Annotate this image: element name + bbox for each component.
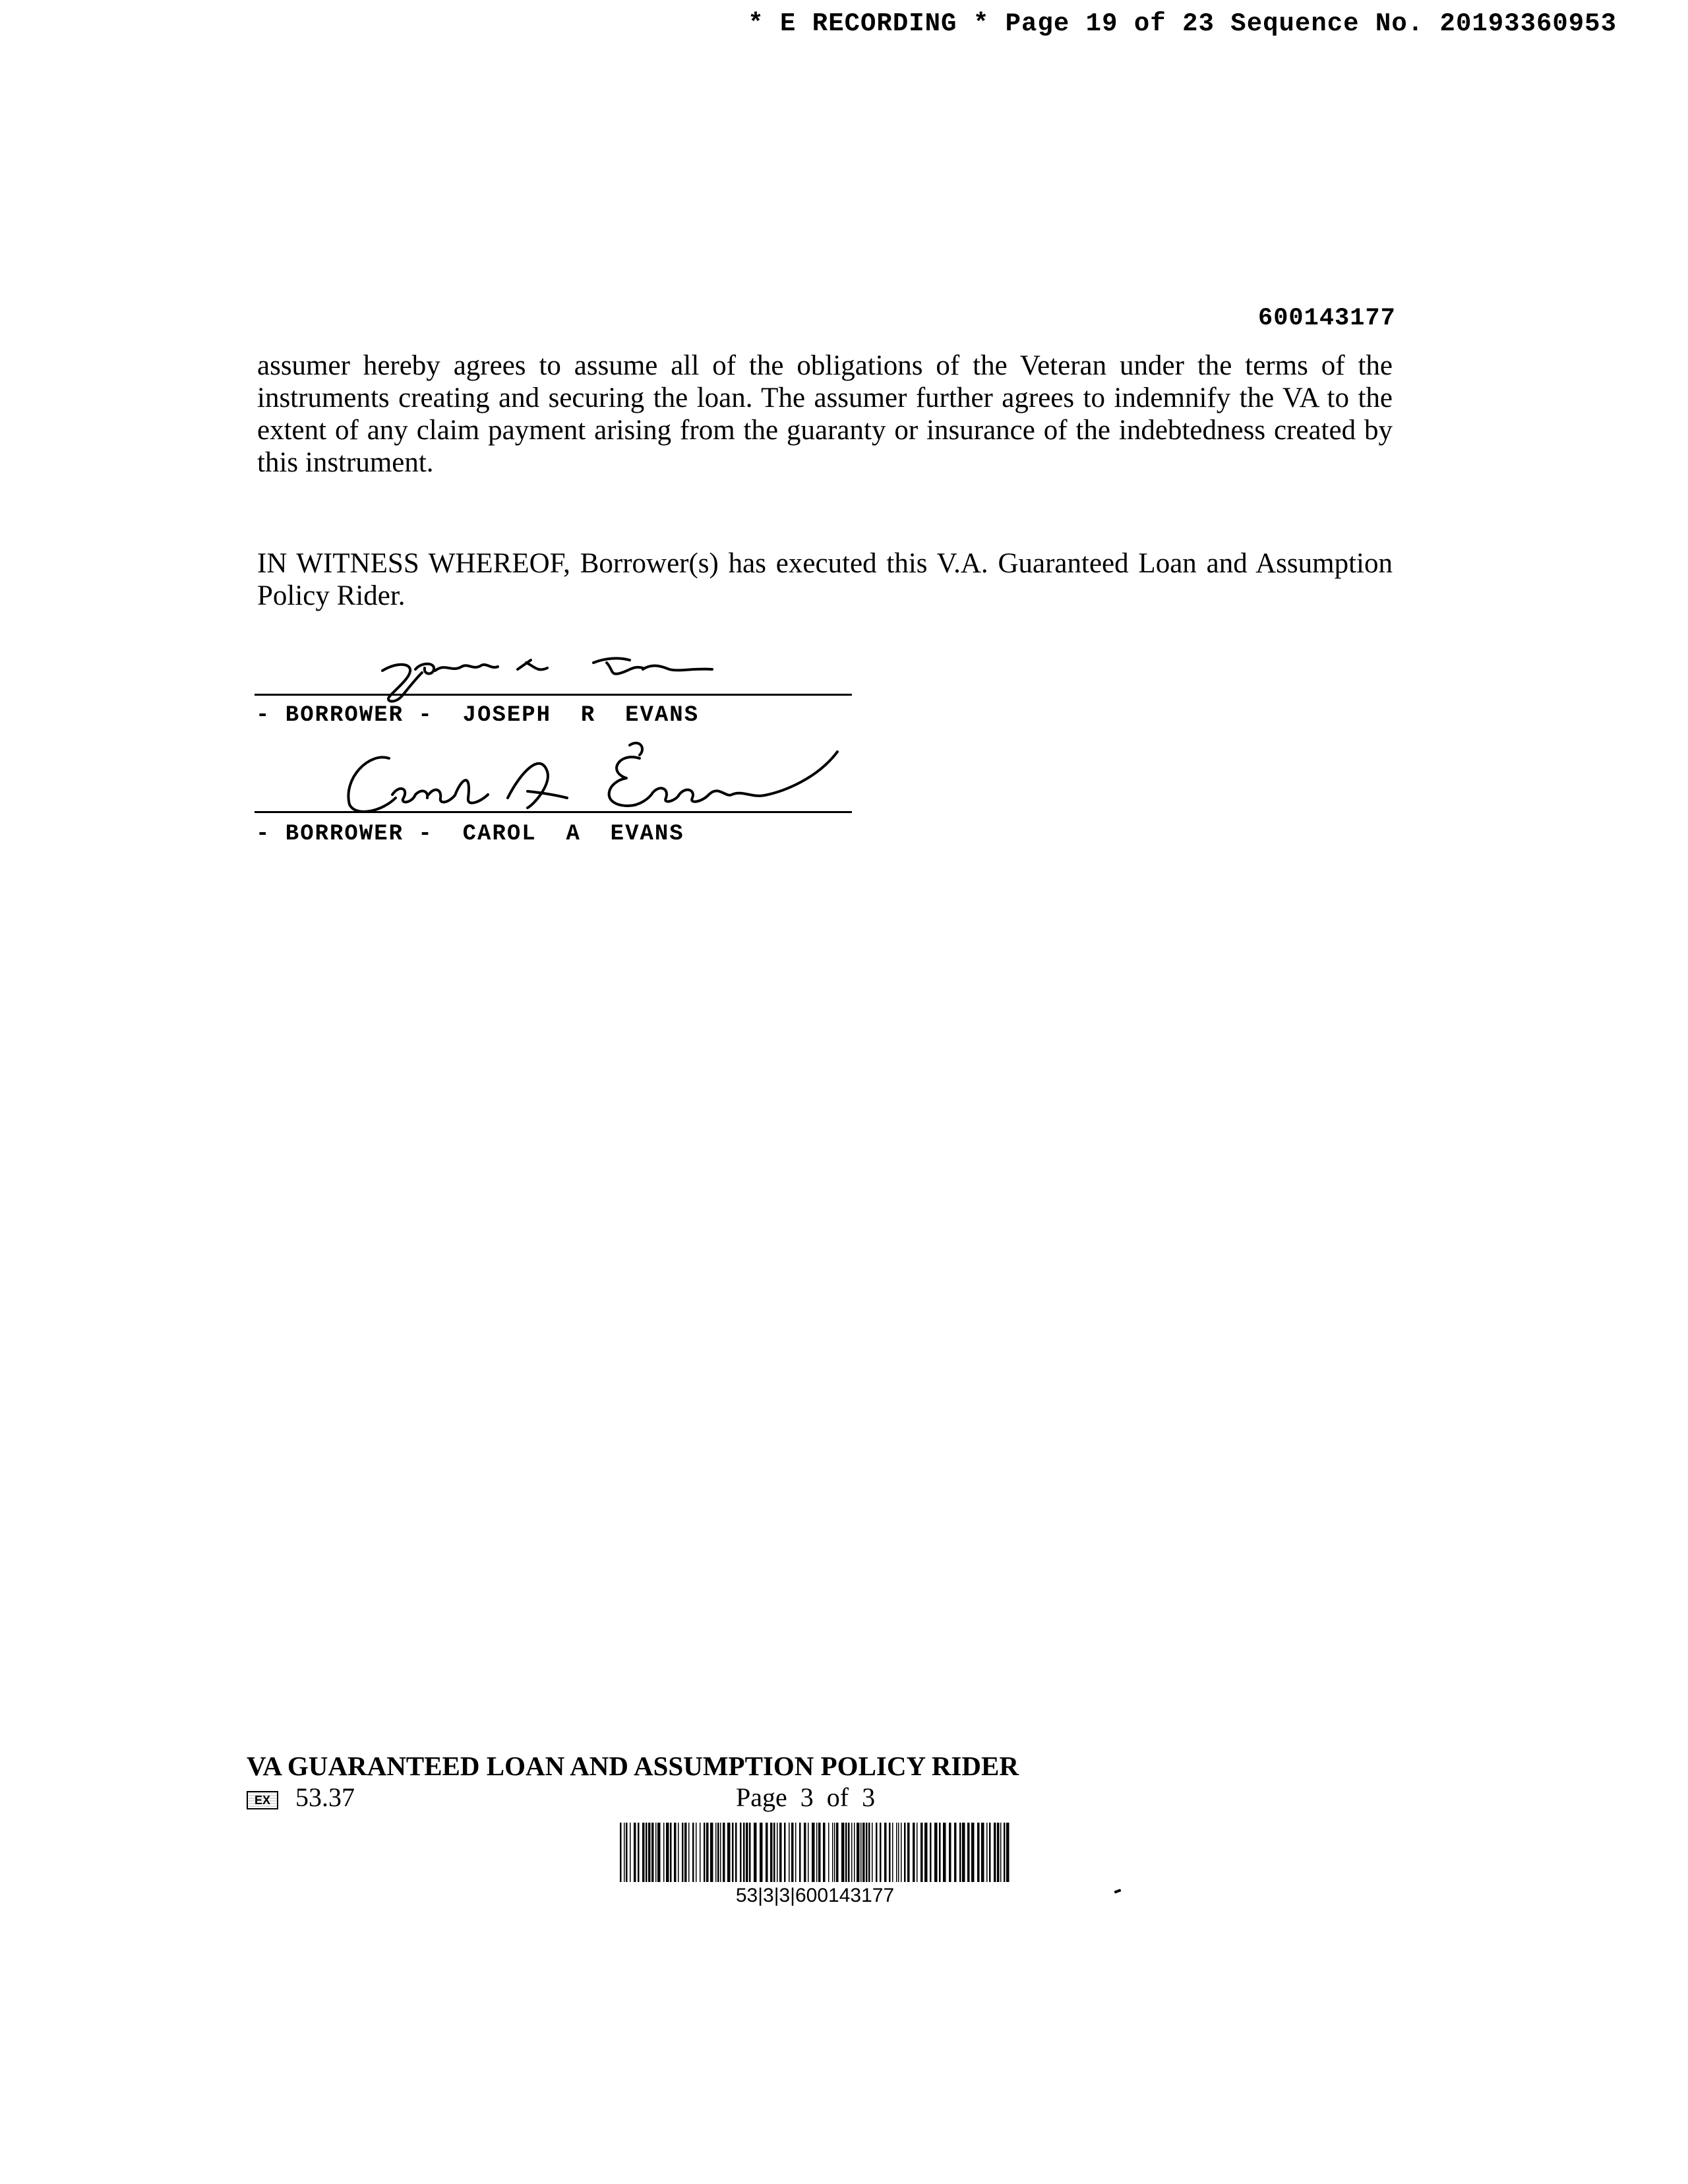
barcode-bar [866,1823,868,1882]
barcode-bar [760,1823,763,1882]
barcode-bar [884,1823,887,1882]
barcode-bar [1000,1823,1002,1882]
barcode-bar [648,1823,651,1882]
barcode-bar [959,1823,961,1882]
barcode-bar [816,1823,818,1882]
witness-paragraph: IN WITNESS WHEREOF, Borrower(s) has executed this V.A. Guaranteed Loan and Assumption Policy Rider. [257,548,1393,611]
barcode-bar [642,1823,645,1882]
barcode-bar [924,1823,928,1882]
barcode-bar [666,1823,669,1882]
barcode-bar [696,1823,697,1882]
barcode-bar [626,1823,628,1882]
barcode-bar [967,1823,970,1882]
barcode-bar [804,1823,806,1882]
barcode-bar [773,1823,775,1882]
barcode-bar [777,1823,778,1882]
barcode-bar [651,1823,654,1882]
barcode-bar [678,1823,679,1882]
barcode-bar [1006,1823,1010,1882]
barcode-bar [857,1823,860,1882]
barcode-bar [834,1823,835,1882]
barcode-bar [862,1823,865,1882]
barcode-bar [704,1823,706,1882]
barcode-bar [715,1823,717,1882]
barcode-text: 53|3|3|600143177 [735,1885,895,1906]
barcode-bar [860,1823,862,1882]
barcode-bar [828,1823,829,1882]
barcode-bar [770,1823,773,1882]
barcode-bar [727,1823,731,1882]
barcode-bar [766,1823,768,1882]
barcode-bar [638,1823,640,1882]
barcode-bar [743,1823,745,1882]
barcode-bar [620,1823,622,1882]
barcode-bar [795,1823,797,1882]
barcode-bar [723,1823,725,1882]
barcode-bar [663,1823,665,1882]
barcode-bar [854,1823,855,1882]
barcode-bar [962,1823,965,1882]
barcode-bar [720,1823,721,1882]
barcode-bar [684,1823,687,1882]
barcode-bar [907,1823,910,1882]
barcode-bar [791,1823,794,1882]
barcode-bar [732,1823,734,1882]
barcode-bar [1004,1823,1006,1882]
barcode-bar [892,1823,893,1882]
barcode-bar [994,1823,996,1882]
barcode-bar [943,1823,946,1882]
borrower-caption: - BORROWER - JOSEPH R EVANS [256,703,700,728]
barcode-bar [700,1823,701,1882]
barcode-bar [954,1823,957,1882]
ex-badge: EX [247,1791,278,1809]
signature-joseph-evans [369,643,765,709]
barcode-bar [789,1823,790,1882]
form-title: VA GUARANTEED LOAN AND ASSUMPTION POLICY RIDER [247,1751,1019,1781]
barcode-bar [904,1823,906,1882]
barcode-bar [977,1823,980,1882]
form-code: 53.37 [295,1782,355,1812]
barcode-bar [889,1823,891,1882]
barcode-bar [868,1823,870,1882]
barcode-bar [930,1823,932,1882]
barcode-bar [845,1823,847,1882]
barcode-bar [749,1823,751,1882]
barcode-bar [630,1823,631,1882]
loan-number: 600143177 [1258,305,1396,332]
barcode [620,1823,1010,1882]
scan-speck [1114,1889,1122,1893]
barcode-bar [989,1823,991,1882]
barcode-bar [784,1823,786,1882]
barcode-bar [939,1823,941,1882]
barcode-bar [779,1823,782,1882]
barcode-bar [876,1823,878,1882]
barcode-bar [710,1823,713,1882]
barcode-bar [896,1823,897,1882]
barcode-bar [717,1823,719,1882]
barcode-bar [740,1823,742,1882]
page-indicator: Page 3 of 3 [736,1782,876,1812]
barcode-bar [986,1823,988,1882]
barcode-bar [898,1823,899,1882]
assumer-paragraph: assumer hereby agrees to assume all of the obligations of the Veteran under the terms of the instruments creating and securing the loan. The assumer further agrees to indemnify the VA to the extent of any claim payment arising from the guaranty or insurance of the indebtedness created by this instrument. [257,350,1393,478]
barcode-bar [836,1823,839,1882]
barcode-bar [706,1823,709,1882]
barcode-bar [901,1823,902,1882]
barcode-bar [917,1823,918,1882]
barcode-bar [799,1823,801,1882]
form-code-row [247,1782,355,1813]
barcode-bar [841,1823,845,1882]
barcode-bar [670,1823,672,1882]
barcode-bar [735,1823,737,1882]
barcode-bar [823,1823,826,1882]
barcode-bar [688,1823,690,1882]
barcode-bar [808,1823,809,1882]
signature-carol-evans [330,732,844,824]
barcode-bar [634,1823,636,1882]
barcode-bar [682,1823,684,1882]
barcode-bar [624,1823,625,1882]
signature-line [255,694,852,696]
barcode-bar [913,1823,915,1882]
barcode-bar [674,1823,677,1882]
barcode-bar [692,1823,694,1882]
barcode-bar [949,1823,951,1882]
barcode-bar [646,1823,648,1882]
barcode-bar [848,1823,850,1882]
barcode-bar [920,1823,923,1882]
barcode-bar [754,1823,757,1882]
barcode-bar [997,1823,1000,1882]
signature-line [255,811,852,813]
barcode-bar [818,1823,821,1882]
barcode-bar [812,1823,815,1882]
borrower-caption: - BORROWER - CAROL A EVANS [256,822,684,847]
barcode-bar [832,1823,833,1882]
barcode-bar [657,1823,661,1882]
barcode-bar [981,1823,984,1882]
barcode-bar [872,1823,873,1882]
barcode-bar [934,1823,938,1882]
barcode-bar [851,1823,853,1882]
barcode-bar [655,1823,657,1882]
barcode-bar [971,1823,975,1882]
recording-stamp: * E RECORDING * Page 19 of 23 Sequence No. 20193360953 [748,9,1617,38]
barcode-bar [880,1823,882,1882]
barcode-bar [746,1823,748,1882]
